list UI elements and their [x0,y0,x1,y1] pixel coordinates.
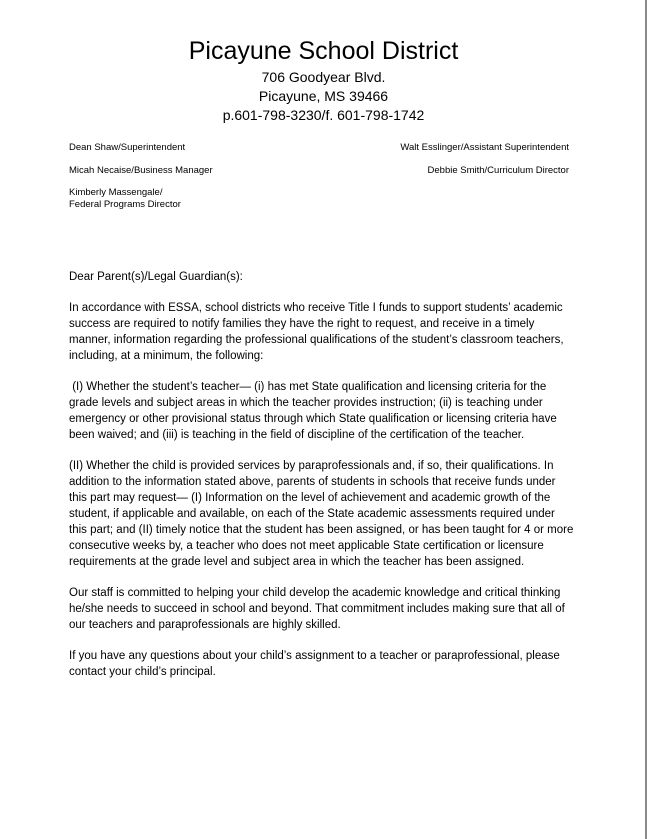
staff-federal-programs [69,187,181,211]
staff-federal-programs-title: Federal Programs Director [69,199,181,210]
staff-curriculum-director: Debbie Smith/Curriculum Director [427,165,569,176]
staff-business-manager: Micah Necaise/Business Manager [69,165,213,176]
address-city: Picayune, MS 39466 [258,88,389,104]
phone-fax: p.601-798-3230/f. 601-798-1742 [222,107,425,123]
paragraph-contact: If you have any questions about your child’s assignment to a teacher or paraprofessional, please contact your child’s principal. [69,650,560,678]
paragraph-intro: In accordance with ESSA, school districts who receive Title I funds to support students’ academic success are required to notify families they have the right to request, and receive in a timely manner, information regarding the professional qualifications of the student’s classroom teachers, including, at a minimum, the following: [69,302,564,362]
staff-federal-programs-name: Kimberly Massengale/ [69,187,163,198]
paragraph-teacher-qualifications: (I) Whether the student’s teacher— (i) has met State qualification and licensing criteria for the grade levels and subject areas in which the teacher provides instruction; (ii) is teaching under emergency or other provisional status through which State qualification or licensing criteria have been waived; and (iii) is teaching in the field of discipline of the certification of the teacher. [69,381,560,441]
staff-assistant-superintendent: Walt Esslinger/Assistant Superintendent [400,142,569,153]
letter-body [69,269,574,695]
district-name: Picayune School District [188,37,459,65]
letterhead [0,36,647,125]
staff-superintendent: Dean Shaw/Superintendent [69,142,186,153]
paragraph-paraprofessionals: (II) Whether the child is provided services by paraprofessionals and, if so, their qualifications. In addition to the information stated above, parents of students in schools that receive funds under this part may request— (I) Information on the level of achievement and academic growth of the student, if applicable and available, on each of the State academic assessments required under this part; and (II) timely notice that the student has been assigned, or has been taught for 4 or more consecutive weeks by, a teacher who does not meet applicable State certification or licensure requirements at the grade level and subject area in which the teacher has been assigned. [69,460,574,568]
salutation: Dear Parent(s)/Legal Guardian(s): [69,271,243,283]
address-street: 706 Goodyear Blvd. [261,69,386,85]
paragraph-staff-commitment: Our staff is committed to helping your child develop the academic knowledge and critical thinking he/she needs to succeed in school and beyond. That commitment includes making sure that all of our teachers and paraprofessionals are highly skilled. [69,587,565,631]
